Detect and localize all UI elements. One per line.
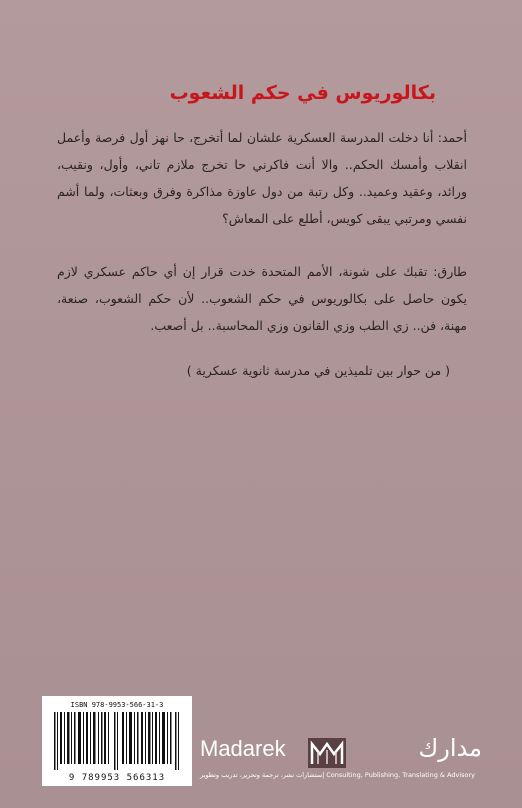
dialogue-paragraph-ahmed: أحمد: أنا دخلت المدرسة العسكرية علشان لما أتخرج، حا نهز أول فرصة وأعمل انقلاب وأمسك الحكم.. والا أنت فاكرني حا تخرج ملازم تاني، وأول، ونقيب، ورائد، وعقيد وعميد.. وكل رتبة من دول عاوزة مذاكرة وفرق وبعثات، ولما أشم نفسي ومرتبي يبقى كويس، أطلع على المعاش؟ bbox=[57, 130, 467, 226]
barcode bbox=[42, 696, 192, 786]
publisher-logo bbox=[200, 736, 490, 786]
barcode-digits: 9 789953 566313 bbox=[68, 773, 166, 783]
book-title: بكالوريوس في حكم الشعوب bbox=[169, 82, 436, 104]
publisher-mark-icon bbox=[308, 738, 346, 768]
source-note: ( من حوار بين تلميذين في مدرسة ثانوية عسكرية ) bbox=[186, 363, 450, 378]
publisher-name-latin: Madarek bbox=[200, 736, 286, 761]
publisher-tagline: إستشارات نشر، ترجمة وتحرير، تدريب وتطوير Consulting, Publishing, Translating & Advisory bbox=[200, 771, 476, 779]
publisher-name-arabic: مدارك bbox=[418, 734, 482, 762]
isbn-label: ISBN 978-9953-566-31-3 bbox=[70, 701, 164, 709]
dialogue-paragraph-tarek: طارق: تقبك على شونة، الأمم المتحدة خدت قرار إن أي حاكم عسكري لازم يكون حاصل على بكالوريوس في حكم الشعوب.. لأن حكم الشعوب، صنعة، مهنة، فن.. زي الطب وزي القانون وزي المحاسبة.. بل أصعب. bbox=[57, 264, 467, 333]
barcode-bars bbox=[52, 712, 182, 770]
